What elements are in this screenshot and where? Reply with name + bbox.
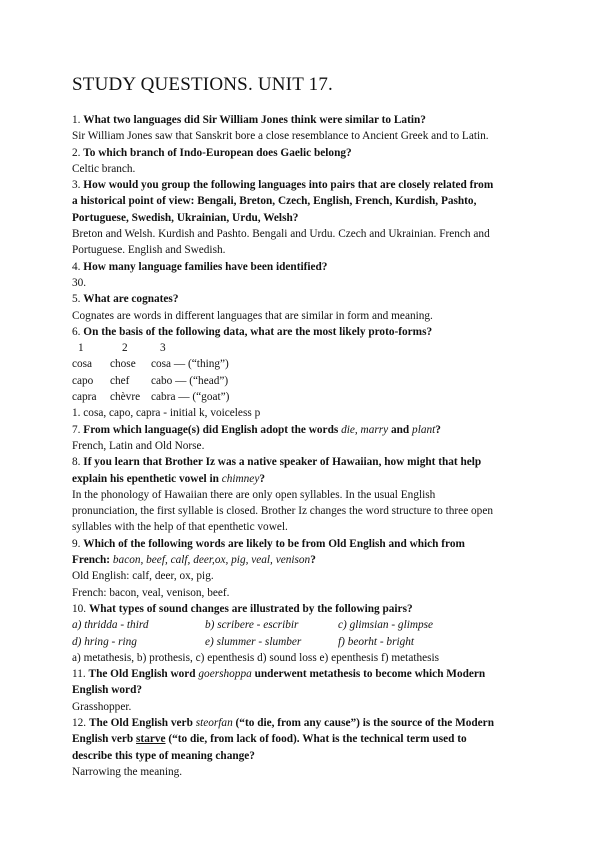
answer-8-line-2: pronunciation, the first syllable is closed. Brother Iz changes the word structure to three open [72,505,493,518]
question-3-line-2: a historical point of view: Bengali, Breton, Czech, English, French, Kurdish, Pashto, [72,195,477,208]
question-11: 11. The Old English word goershoppa underwent metathesis to become which Modern [72,668,486,681]
answer-10: a) metathesis, b) prothesis, c) epenthesis d) sound loss e) epenthesis f) metathesis [72,651,440,664]
answer-6: 1. cosa, capo, capra - initial k, voiceless p [72,407,261,420]
example-pairs-row-2: d) hring - ring e) slummer - slumber f) beorht - bright [72,635,415,648]
questions-list [72,112,534,780]
question-9: 9. Which of the following words are likely to be from Old English and which from [72,537,465,550]
question-3-line-3: Portuguese, Swedish, Ukrainian, Urdu, Welsh? [72,211,299,224]
answer-8: In the phonology of Hawaiian there are only open syllables. In the usual English [72,488,436,501]
answer-1: Sir William Jones saw that Sanskrit bore a close resemblance to Ancient Greek and to Latin. [72,130,489,143]
question-10: 10. What types of sound changes are illustrated by the following pairs? [72,602,413,615]
answer-4: 30. [72,276,87,289]
answer-7: French, Latin and Old Norse. [72,439,205,452]
answer-8-line-3: syllables with the help of that epenthetic vowel. [72,521,288,534]
question-6: 6. On the basis of the following data, what are the most likely proto-forms? [72,325,433,338]
data-table-row: cosa chose cosa — (“thing”) [72,358,229,371]
answer-9-french: French: bacon, veal, venison, beef. [72,586,230,599]
data-table-row: capra chèvre cabra — (“goat”) [72,391,230,404]
answer-3: Breton and Welsh. Kurdish and Pashto. Bengali and Urdu. Czech and Ukrainian. French and [72,228,490,241]
page-title: STUDY QUESTIONS. UNIT 17. [72,74,333,95]
question-11-line-2: English word? [72,684,142,697]
data-table-row: capo chef cabo — (“head”) [72,374,229,387]
question-8: 8. If you learn that Brother Iz was a native speaker of Hawaiian, how might that help [72,456,482,469]
answer-12: Narrowing the meaning. [72,765,183,778]
answer-9-old-english: Old English: calf, deer, ox, pig. [72,570,214,583]
answer-5: Cognates are words in different languages that are similar in form and meaning. [72,309,433,322]
question-12-line-3: describe this type of meaning change? [72,749,255,762]
question-2: 2. To which branch of Indo-European does Gaelic belong? [72,146,352,159]
example-pairs-row-1: a) thridda - third b) scribere - escribir c) glimsian - glimpse [72,619,434,632]
question-12: 12. The Old English verb steorfan (“to die, from any cause”) is the source of the Modern [72,716,494,729]
answer-3-line-2: Portuguese. English and Swedish. [72,244,226,257]
answer-11: Grasshopper. [72,700,132,713]
question-5: 5. What are cognates? [72,293,179,306]
question-1: 1. What two languages did Sir William Jones think were similar to Latin? [72,114,426,126]
question-4: 4. How many language families have been identified? [72,260,328,273]
question-12-line-2: English verb starve (“to die, from lack of food). What is the technical term used to [72,733,467,746]
question-8-line-2: explain his epenthetic vowel in chimney? [72,472,265,485]
data-table-header: 1 2 3 [78,342,166,355]
question-9-line-2: French: bacon, beef, calf, deer,ox, pig, veal, venison? [72,554,316,567]
question-3: 3. How would you group the following languages into pairs that are closely related from [72,179,494,192]
answer-2: Celtic branch. [72,162,136,175]
question-7: 7. From which language(s) did English adopt the words die, marry and plant? [72,423,441,436]
